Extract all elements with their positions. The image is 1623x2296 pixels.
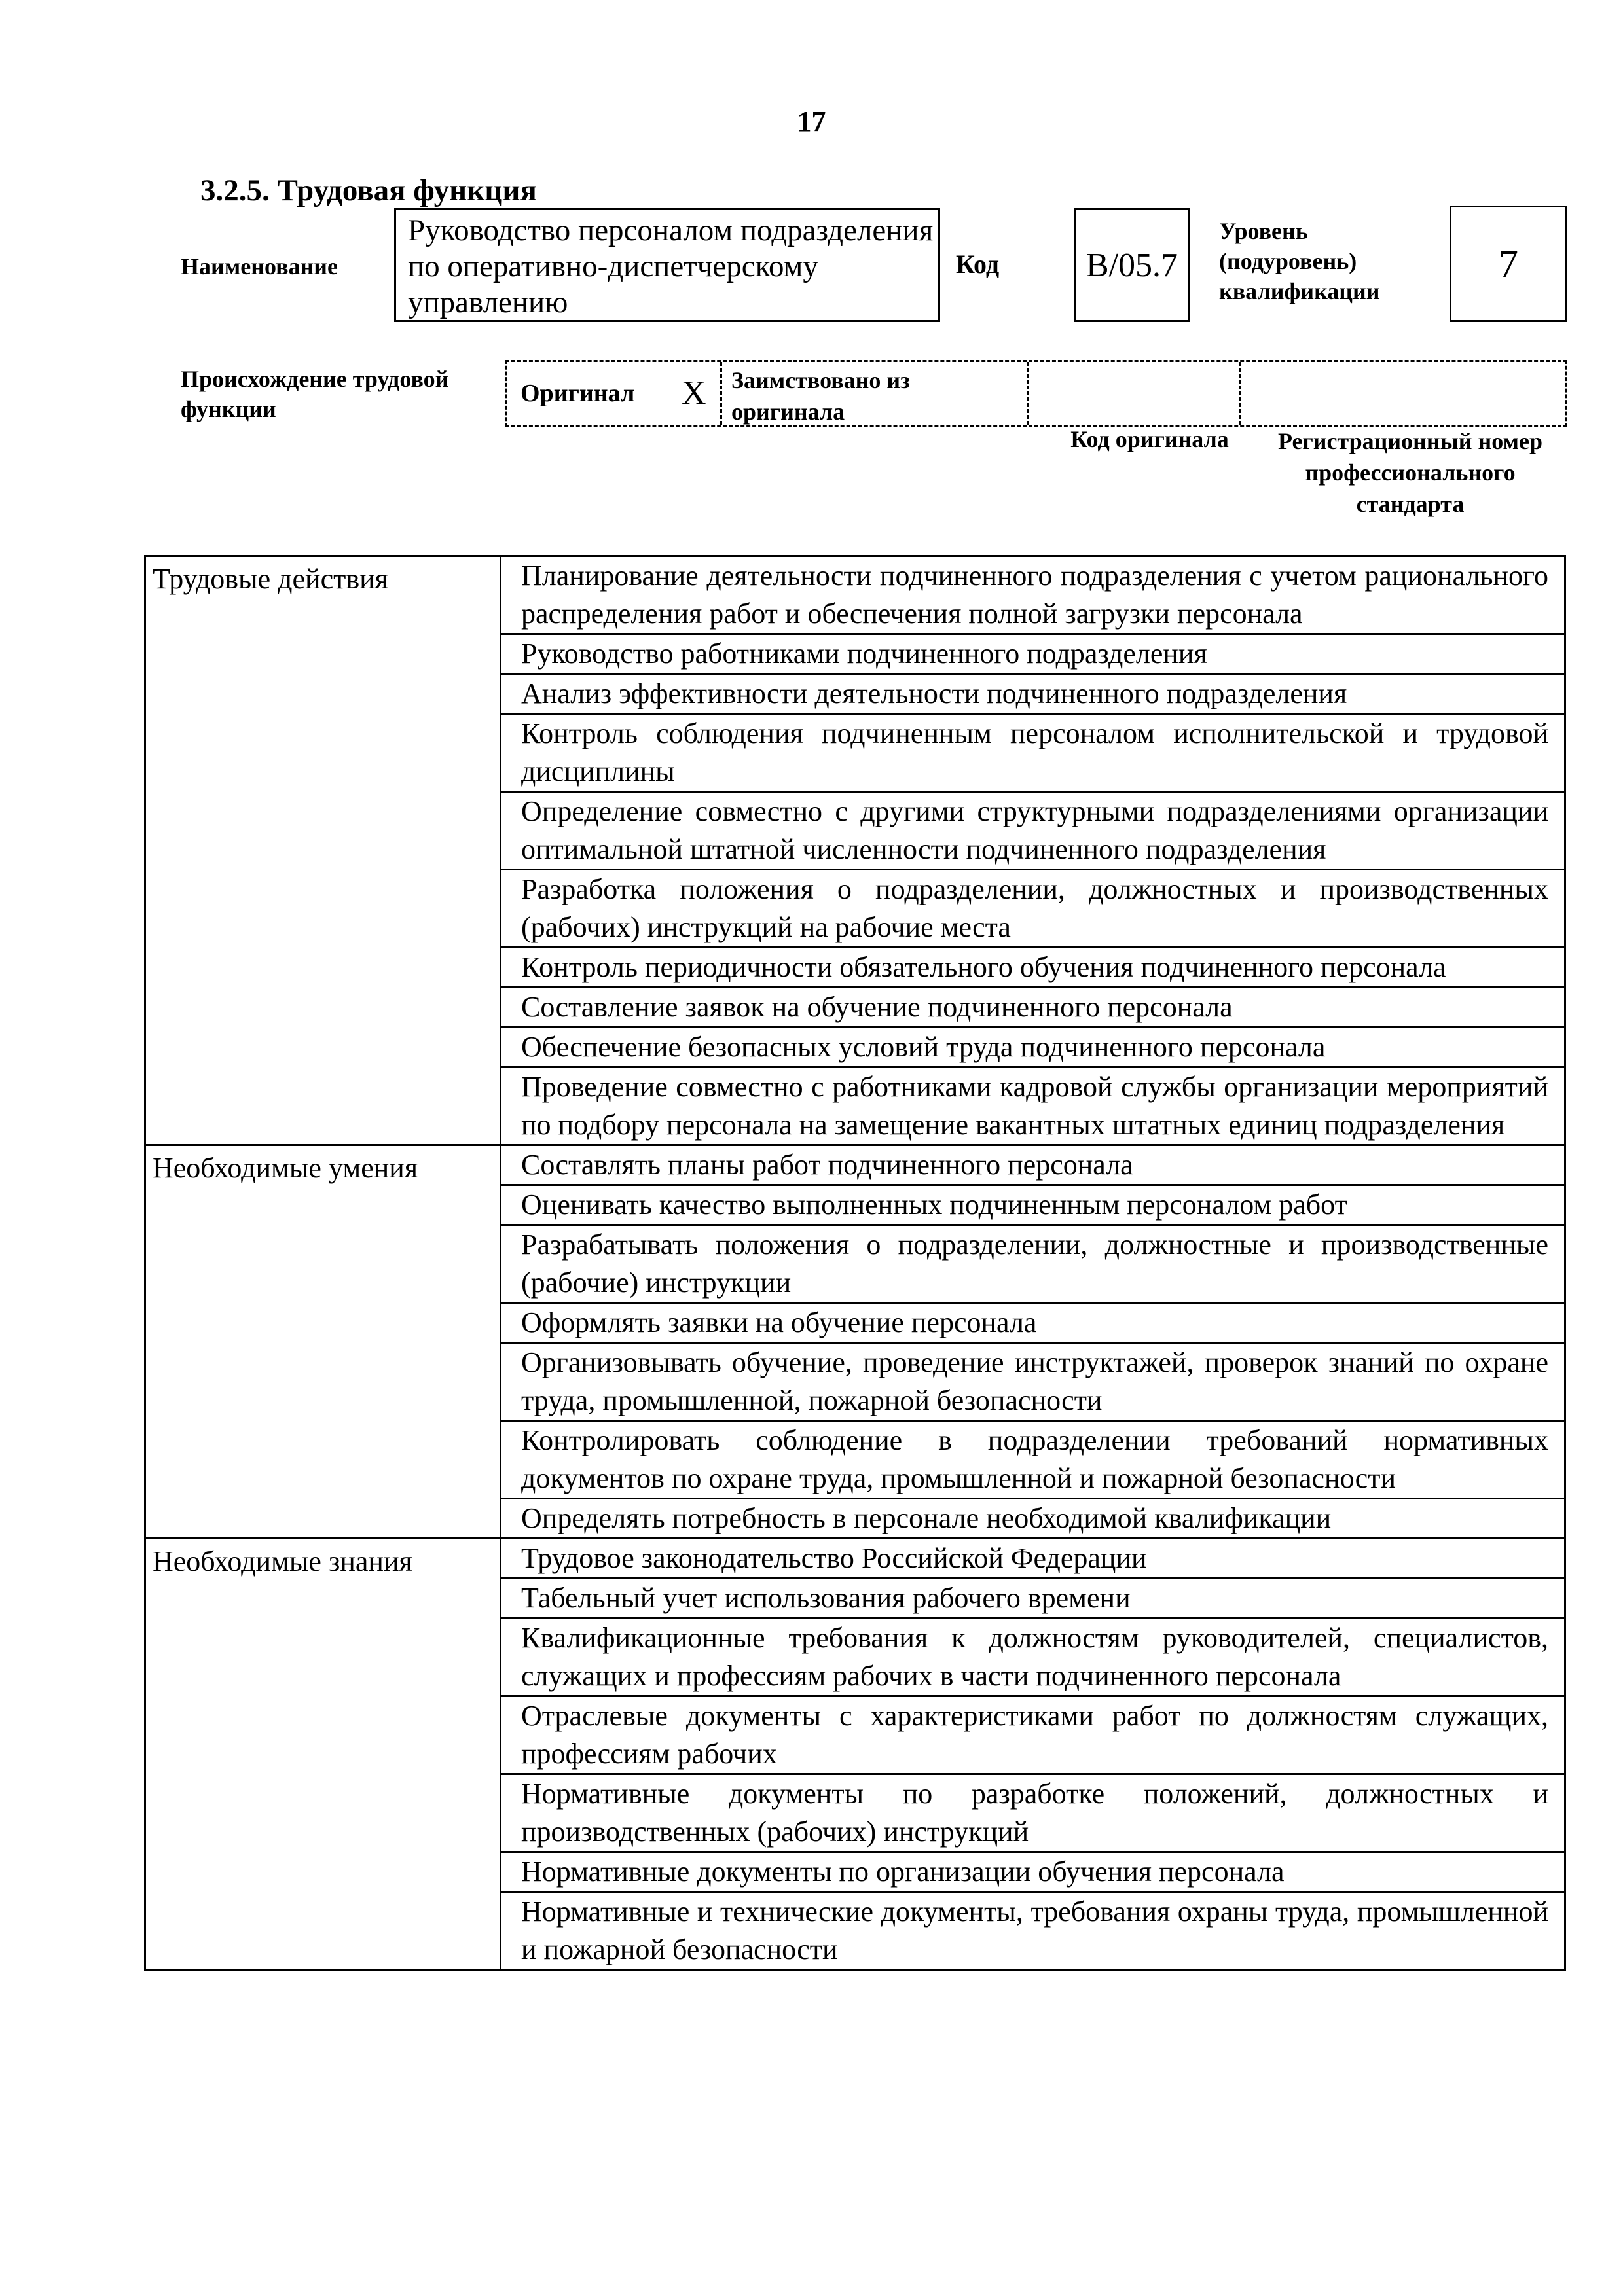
- level-label-line: (подуровень): [1219, 248, 1357, 274]
- list-item: Руководство работниками подчиненного подразделения: [501, 633, 1564, 673]
- level-box: [1450, 206, 1567, 322]
- name-label: Наименование: [181, 253, 338, 279]
- section-items: [501, 556, 1565, 1145]
- section-title: 3.2.5. Трудовая функция: [200, 173, 537, 207]
- list-item: Обеспечение безопасных условий труда подчиненного персонала: [501, 1026, 1564, 1066]
- code-value: В/05.7: [1085, 246, 1178, 284]
- original-code-cell: [1029, 362, 1241, 425]
- list-item: Определение совместно с другими структурными подразделениями организации оптимальной штатной численности подчиненного подразделения: [501, 791, 1564, 869]
- list-item: Определять потребность в персонале необходимой квалификации: [501, 1498, 1564, 1537]
- borrowed-cell: [722, 362, 1029, 425]
- list-item: Нормативные и технические документы, требования охраны труда, промышленной и пожарной безопасности: [501, 1891, 1564, 1969]
- list-item: Табельный учет использования рабочего времени: [501, 1577, 1564, 1617]
- qualification-level-label: [1219, 216, 1380, 306]
- list-item: Проведение совместно с работниками кадровой службы организации мероприятий по подбору персонала на замещение вакантных штатных единиц подразделения: [501, 1066, 1564, 1144]
- page-number: 17: [797, 105, 826, 137]
- reg-number-label-line: стандарта: [1356, 491, 1465, 517]
- function-name-value: Руководство персоналом подразделения по оперативно-диспетчерскому управлению: [408, 213, 934, 319]
- list-item: Анализ эффективности деятельности подчиненного подразделения: [501, 673, 1564, 713]
- list-item: Контролировать соблюдение в подразделении требований нормативных документов по охране труда, промышленной и пожарной безопасности: [501, 1420, 1564, 1498]
- borrowed-label-line: оригинала: [731, 399, 845, 425]
- origin-label-line: Происхождение трудовой: [181, 366, 449, 392]
- list-item: Контроль периодичности обязательного обучения подчиненного персонала: [501, 946, 1564, 986]
- list-item: Квалификационные требования к должностям руководителей, специалистов, служащих и профессиям рабочих в части подчиненного персонала: [501, 1617, 1564, 1695]
- section-row-skills: [145, 1145, 1565, 1539]
- code-label: Код: [956, 249, 1000, 279]
- list-item: Разрабатывать положения о подразделении, должностные и производственные (рабочие) инструкции: [501, 1224, 1564, 1302]
- origin-row: [505, 360, 1567, 427]
- section-row-knowledge: [145, 1539, 1565, 1970]
- section-label: Трудовые действия: [145, 556, 501, 1145]
- original-cell: [507, 362, 722, 425]
- original-code-label: Код оригинала: [1070, 426, 1229, 452]
- list-item: Контроль соблюдения подчиненным персоналом исполнительской и трудовой дисциплины: [501, 713, 1564, 791]
- list-item: Разработка положения о подразделении, должностных и производственных (рабочих) инструкций на рабочие места: [501, 869, 1564, 946]
- reg-number-cell: [1241, 362, 1565, 425]
- function-details-table: [144, 555, 1566, 1971]
- level-value: 7: [1499, 242, 1518, 285]
- original-label: Оригинал: [520, 380, 635, 407]
- function-name-box: [394, 208, 940, 322]
- list-item: Нормативные документы по организации обучения персонала: [501, 1851, 1564, 1891]
- list-item: Планирование деятельности подчиненного подразделения с учетом рационального распределения работ и обеспечения полной загрузки персонала: [521, 560, 1548, 630]
- level-label-line: Уровень: [1219, 218, 1308, 244]
- section-label: Необходимые умения: [145, 1145, 501, 1539]
- list-item: Оформлять заявки на обучение персонала: [501, 1302, 1564, 1342]
- list-item: Отраслевые документы с характеристиками работ по должностям служащих, профессиям рабочих: [501, 1695, 1564, 1773]
- code-box: [1074, 208, 1190, 322]
- list-item: Нормативные документы по разработке положений, должностных и производственных (рабочих) инструкций: [501, 1773, 1564, 1851]
- list-item: Составлять планы работ подчиненного персонала: [521, 1149, 1133, 1181]
- list-item: Трудовое законодательство Российской Федерации: [521, 1542, 1147, 1574]
- borrowed-label-line: Заимствовано из: [731, 367, 910, 393]
- list-item: Организовывать обучение, проведение инструктажей, проверок знаний по охране труда, промышленной, пожарной безопасности: [501, 1342, 1564, 1420]
- section-label: Необходимые знания: [145, 1539, 501, 1970]
- origin-label: [181, 364, 448, 424]
- list-item: Составление заявок на обучение подчиненного персонала: [501, 986, 1564, 1026]
- section-items: [501, 1145, 1565, 1539]
- original-mark: X: [682, 374, 706, 412]
- origin-label-line: функции: [181, 396, 276, 422]
- section-items: [501, 1539, 1565, 1970]
- level-label-line: квалификации: [1219, 278, 1380, 304]
- section-row-actions: [145, 556, 1565, 1145]
- list-item: Оценивать качество выполненных подчиненным персоналом работ: [501, 1184, 1564, 1224]
- borrowed-label: [731, 365, 910, 427]
- reg-number-label: [1247, 425, 1574, 520]
- reg-number-label-line: профессионального: [1305, 459, 1516, 486]
- reg-number-label-line: Регистрационный номер: [1277, 428, 1543, 454]
